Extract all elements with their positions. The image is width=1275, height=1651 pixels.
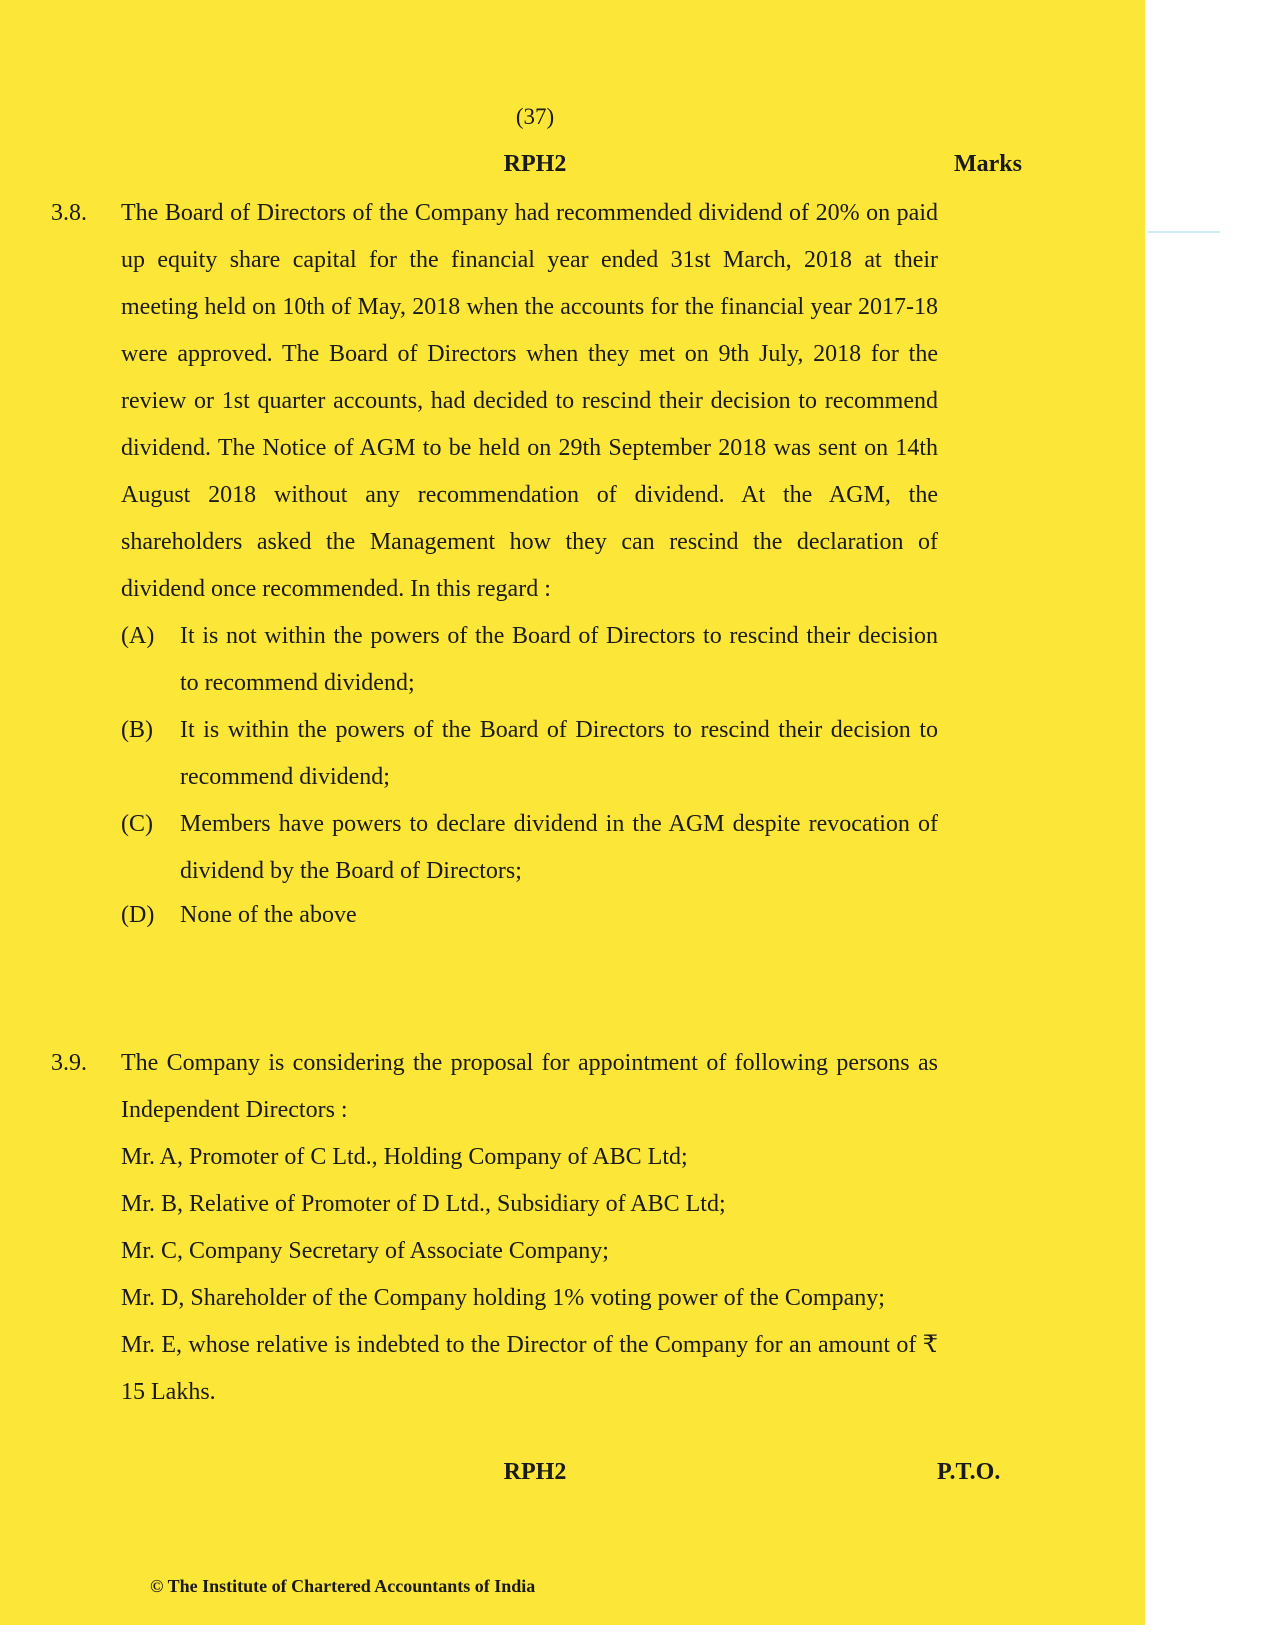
- option-label: (D): [121, 902, 155, 928]
- question-3-8-stem: The Board of Directors of the Company had recommended dividend of 20% on paid up equity share capital for the financial year ended 31st March, 2018 at their meeting held on 10th of May, 2018 when the accounts for the financial year 2017-18 were approved. The Board of Directors when they met on 9th July, 2018 for the review or 1st quarter accounts, had decided to rescind their decision to recommend dividend. The Notice of AGM to be held on 29th September 2018 was sent on 14th August 2018 without any recommendation of dividend. At the AGM, the shareholders asked the Management how they can rescind the declaration of dividend once recommended. In this regard :: [121, 200, 938, 602]
- paper-code-footer: RPH2: [503, 1459, 567, 1485]
- person-a: Mr. A, Promoter of C Ltd., Holding Company of ABC Ltd;: [121, 1144, 688, 1170]
- question-3-8: [121, 190, 938, 935]
- pto-label: P.T.O.: [937, 1459, 1001, 1485]
- marks-label: Marks: [954, 151, 1022, 177]
- person-d: Mr. D, Shareholder of the Company holding 1% voting power of the Company;: [121, 1285, 885, 1311]
- scan-artifact-line: [1148, 231, 1220, 233]
- person-b: Mr. B, Relative of Promoter of D Ltd., Subsidiary of ABC Ltd;: [121, 1191, 726, 1217]
- option-text: It is not within the powers of the Board of Directors to rescind their decision to recommend dividend;: [180, 623, 938, 696]
- question-3-9-stem: The Company is considering the proposal for appointment of following persons as Independent Directors :: [121, 1050, 938, 1123]
- option-text: Members have powers to declare dividend in the AGM despite revocation of dividend by the Board of Directors;: [180, 811, 938, 884]
- option-text: It is within the powers of the Board of Directors to rescind their decision to recommend dividend;: [180, 717, 938, 790]
- option-d: [121, 895, 938, 935]
- page-number: (37): [515, 104, 555, 129]
- question-3-9: [121, 1040, 938, 1416]
- question-number-3-9: 3.9.: [51, 1050, 87, 1076]
- person-c: Mr. C, Company Secretary of Associate Company;: [121, 1238, 609, 1264]
- copyright-notice: © The Institute of Chartered Accountants of India: [150, 1576, 536, 1596]
- option-label: (A): [121, 623, 155, 649]
- option-text: None of the above: [180, 902, 357, 928]
- option-label: (C): [121, 811, 153, 837]
- option-c: [121, 801, 938, 895]
- option-label: (B): [121, 717, 153, 743]
- question-number-3-8: 3.8.: [51, 200, 87, 226]
- paper-code-header: RPH2: [503, 151, 567, 177]
- option-a: [121, 613, 938, 707]
- option-b: [121, 707, 938, 801]
- person-e: Mr. E, whose relative is indebted to the Director of the Company for an amount of ₹ 15 Lakhs.: [121, 1332, 938, 1405]
